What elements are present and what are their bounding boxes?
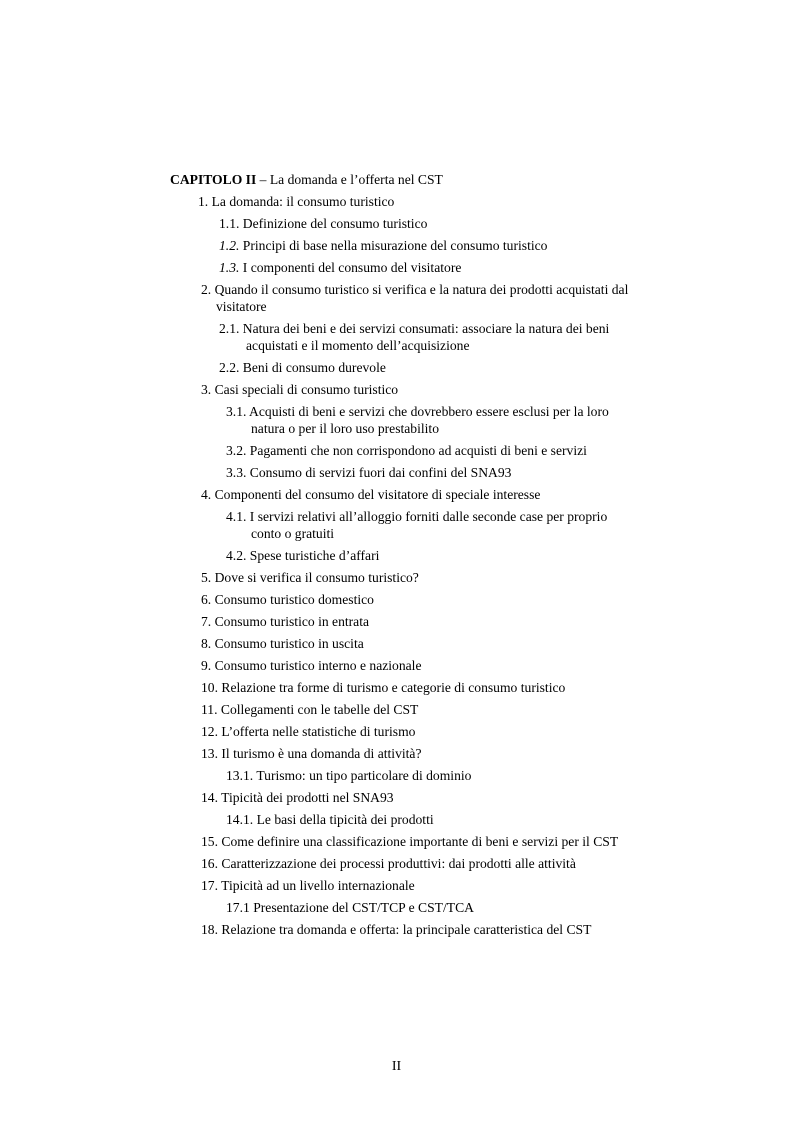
- toc-entry-text: Componenti del consumo del visitatore di speciale interesse: [214, 487, 541, 502]
- toc-entry-number: 2.: [201, 282, 212, 297]
- toc-entry-text: Presentazione del CST/TCP e CST/TCA: [253, 900, 474, 915]
- toc-entry-number: 10.: [201, 680, 218, 695]
- toc-entry-text: Casi speciali di consumo turistico: [214, 382, 399, 397]
- toc-entry-number: 7.: [201, 614, 212, 629]
- toc-entry-number: 3.: [201, 382, 212, 397]
- toc-entry-text: Turismo: un tipo particolare di dominio: [256, 768, 472, 783]
- toc-entry-11: [170, 701, 670, 718]
- toc-entry-4: [170, 486, 670, 503]
- chapter-label: CAPITOLO II: [170, 172, 257, 187]
- toc-entry-text: Il turismo è una domanda di attività?: [221, 746, 422, 761]
- toc-entry-17-1: [170, 899, 670, 916]
- toc-entry-text: Consumo turistico in entrata: [214, 614, 370, 629]
- chapter-heading: [170, 171, 670, 193]
- toc-entry-number: 3.2.: [226, 443, 247, 458]
- toc-entry-2: [170, 281, 670, 315]
- toc-entry-10: [170, 679, 670, 696]
- toc-entry-text-continued: conto o gratuiti: [251, 526, 335, 541]
- toc-entry-3-2: [170, 442, 670, 459]
- toc-entry-number: 18.: [201, 922, 218, 937]
- toc-entry-number: 8.: [201, 636, 212, 651]
- toc-entry-number: 11.: [201, 702, 218, 717]
- toc-entry-4-1: [170, 508, 670, 542]
- toc-entry-6: [170, 591, 670, 608]
- toc-entry-15: [170, 833, 670, 850]
- toc-entry-number: 4.2.: [226, 548, 247, 563]
- toc-entry-text: Consumo turistico in uscita: [214, 636, 364, 651]
- toc-entry-4-2: [170, 547, 670, 564]
- toc-entry-text: Pagamenti che non corrispondono ad acquisti di beni e servizi: [249, 443, 587, 458]
- toc-entry-number: 14.1.: [226, 812, 254, 827]
- toc-entry-number: 3.1.: [226, 404, 247, 419]
- toc-entry-text: Natura dei beni e dei servizi consumati: associare la natura dei beni: [242, 321, 610, 336]
- toc-entry-5: [170, 569, 670, 586]
- toc-entry-1-2: [170, 237, 670, 254]
- toc-entry-number: 17.1: [226, 900, 250, 915]
- toc-entry-number: 16.: [201, 856, 218, 871]
- toc-entry-number: 3.3.: [226, 465, 247, 480]
- toc-entry-1: [170, 193, 670, 210]
- toc-entry-text: Acquisti di beni e servizi che dovrebbero essere esclusi per la loro: [249, 404, 609, 419]
- toc-entry-text: Dove si verifica il consumo turistico?: [214, 570, 419, 585]
- toc-entry-text: Definizione del consumo turistico: [242, 216, 428, 231]
- toc-entry-number: 13.: [201, 746, 218, 761]
- toc-entry-number: 1.2.: [219, 238, 240, 253]
- toc-entry-number: 4.: [201, 487, 212, 502]
- toc-entry-text: Consumo turistico domestico: [214, 592, 374, 607]
- toc-entry-13-1: [170, 767, 670, 784]
- toc-entry-text-continued: acquistati e il momento dell’acquisizione: [246, 338, 470, 353]
- toc-entry-text: Caratterizzazione dei processi produttivi: dai prodotti alle attività: [221, 856, 576, 871]
- toc-entry-text: Beni di consumo durevole: [242, 360, 386, 375]
- toc-entry-number: 9.: [201, 658, 212, 673]
- page-number: II: [391, 1059, 402, 1074]
- toc-entry-14: [170, 789, 670, 806]
- toc-entry-text: Come definire una classificazione importante di beni e servizi per il CST: [221, 834, 619, 849]
- toc-entry-1-1: [170, 215, 670, 232]
- toc-entry-13: [170, 745, 670, 762]
- toc-entry-3: [170, 381, 670, 398]
- toc-entry-text: La domanda: il consumo turistico: [211, 194, 395, 209]
- toc-entry-text-continued: visitatore: [216, 299, 267, 314]
- toc-entry-text: Tipicità ad un livello internazionale: [221, 878, 415, 893]
- toc-entry-text: Le basi della tipicità dei prodotti: [256, 812, 434, 827]
- toc-entry-text: Collegamenti con le tabelle del CST: [220, 702, 419, 717]
- toc-entry-number: 6.: [201, 592, 212, 607]
- toc-entry-2-1: [170, 320, 670, 354]
- toc-entry-text-continued: natura o per il loro uso prestabilito: [251, 421, 440, 436]
- toc-entry-text: L’offerta nelle statistiche di turismo: [221, 724, 416, 739]
- toc-entry-number: 4.1.: [226, 509, 247, 524]
- toc-entry-number: 14.: [201, 790, 218, 805]
- toc-entry-text: I servizi relativi all’alloggio forniti dalle seconde case per proprio: [249, 509, 608, 524]
- toc-entry-number: 1.1.: [219, 216, 240, 231]
- toc-entry-number: 13.1.: [226, 768, 254, 783]
- toc-entry-number: 12.: [201, 724, 218, 739]
- toc-entry-16: [170, 855, 670, 872]
- toc-entry-7: [170, 613, 670, 630]
- toc-entry-text: Relazione tra domanda e offerta: la principale caratteristica del CST: [221, 922, 592, 937]
- table-of-contents: [170, 171, 670, 943]
- toc-entry-number: 17.: [201, 878, 218, 893]
- toc-entry-number: 5.: [201, 570, 212, 585]
- toc-entry-number: 15.: [201, 834, 218, 849]
- toc-entry-number: 1.: [198, 194, 209, 209]
- toc-entry-text: Consumo turistico interno e nazionale: [214, 658, 422, 673]
- toc-entry-1-3: [170, 259, 670, 276]
- chapter-title: La domanda e l’offerta nel CST: [269, 172, 443, 187]
- toc-entry-18: [170, 921, 670, 938]
- toc-entry-9: [170, 657, 670, 674]
- toc-entry-12: [170, 723, 670, 740]
- toc-entry-text: Principi di base nella misurazione del consumo turistico: [242, 238, 548, 253]
- toc-entry-text: Quando il consumo turistico si verifica e la natura dei prodotti acquistati dal: [214, 282, 629, 297]
- toc-entry-3-3: [170, 464, 670, 481]
- toc-entry-number: 2.1.: [219, 321, 240, 336]
- toc-entry-text: Consumo di servizi fuori dai confini del SNA93: [249, 465, 512, 480]
- toc-entry-text: Relazione tra forme di turismo e categorie di consumo turistico: [221, 680, 566, 695]
- toc-entry-17: [170, 877, 670, 894]
- toc-entry-2-2: [170, 359, 670, 376]
- toc-entry-3-1: [170, 403, 670, 437]
- toc-entry-text: Tipicità dei prodotti nel SNA93: [221, 790, 394, 805]
- toc-entry-8: [170, 635, 670, 652]
- toc-entry-14-1: [170, 811, 670, 828]
- toc-entry-text: I componenti del consumo del visitatore: [242, 260, 462, 275]
- toc-entry-number: 1.3.: [219, 260, 240, 275]
- chapter-separator: –: [256, 172, 270, 187]
- toc-entry-number: 2.2.: [219, 360, 240, 375]
- toc-entry-text: Spese turistiche d’affari: [249, 548, 380, 563]
